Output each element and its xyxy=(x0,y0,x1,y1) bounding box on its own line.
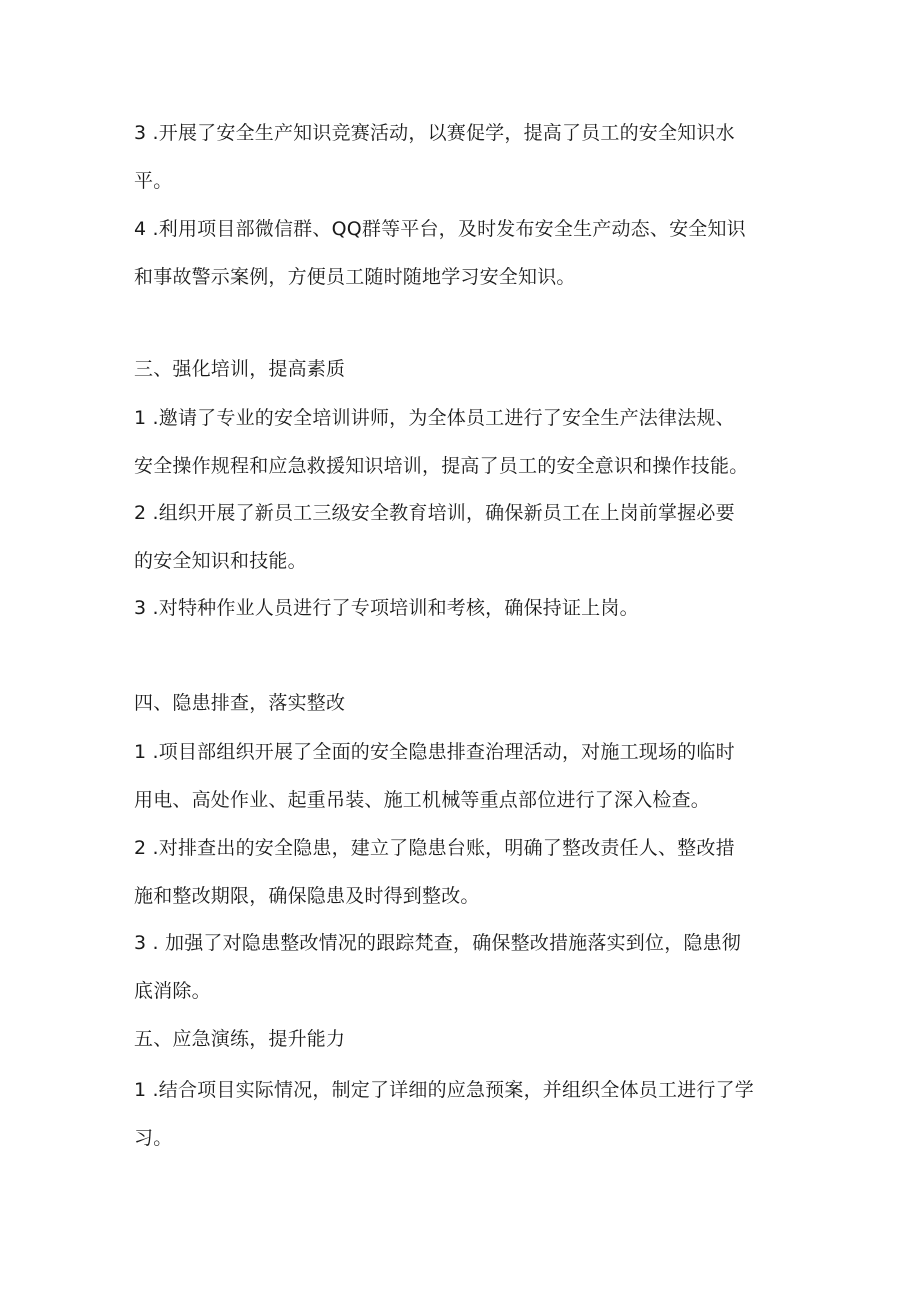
text-line: 底消除。 xyxy=(134,980,211,1002)
heading-line: 四、隐患排查，落实整改 xyxy=(134,692,346,714)
section-heading-training xyxy=(134,345,794,393)
paragraph-new-staff-training xyxy=(134,489,794,585)
text-line: 平。 xyxy=(134,170,173,192)
text-line: 2 .组织开展了新员工三级安全教育培训，确保新员工在上岗前掌握必要 xyxy=(134,502,735,524)
section-heading-hazards xyxy=(134,679,794,727)
paragraph-hazard-ledger xyxy=(134,824,794,920)
paragraph-special-operators xyxy=(134,584,794,632)
paragraph-hazard-tracking xyxy=(134,919,794,1015)
text-line: 1 .结合项目实际情况，制定了详细的应急预案，并组织全体员工进行了学 xyxy=(134,1079,754,1101)
paragraph-competition xyxy=(134,109,794,205)
text-line: 3 . 加强了对隐患整改情况的跟踪梵查，确保整改措施落实到位，隐患彻 xyxy=(134,932,742,954)
heading-line: 三、强化培训，提高素质 xyxy=(134,358,346,380)
text-line: 2 .对排查出的安全隐患，建立了隐患台账，明确了整改责任人、整改措 xyxy=(134,837,735,859)
text-line: 3 .对特种作业人员进行了专项培训和考核，确保持证上岗。 xyxy=(134,597,639,619)
text-line: 3 .开展了安全生产知识竞赛活动，以赛促学，提高了员工的安全知识水 xyxy=(134,122,735,144)
text-line: 习。 xyxy=(134,1127,173,1149)
text-line: 的安全知识和技能。 xyxy=(134,550,307,572)
paragraph-training-lecturer xyxy=(134,394,794,490)
section-heading-emergency xyxy=(134,1015,794,1063)
text-line: 1 .邀请了专业的安全培训讲师，为全体员工进行了安全生产法律法规、 xyxy=(134,407,735,429)
paragraph-wechat-platform xyxy=(134,205,794,301)
paragraph-emergency-plan xyxy=(134,1066,794,1162)
text-line: 和事故警示案例，方便员工随时随地学习安全知识。 xyxy=(134,266,576,288)
text-line: 1 .项目部组织开展了全面的安全隐患排查治理活动，对施工现场的临时 xyxy=(134,741,735,763)
text-line: 安全操作规程和应急救援知识培训，提高了员工的安全意识和操作技能。 xyxy=(134,455,749,477)
text-line: 4 .利用项目部微信群、QQ群等平台，及时发布安全生产动态、安全知识 xyxy=(134,218,746,240)
text-line: 用电、高处作业、起重吊装、施工机械等重点部位进行了深入检查。 xyxy=(134,789,711,811)
heading-line: 五、应急演练，提升能力 xyxy=(134,1028,346,1050)
text-line: 施和整改期限，确保隐患及时得到整改。 xyxy=(134,885,480,907)
paragraph-hazard-inspection xyxy=(134,728,794,824)
